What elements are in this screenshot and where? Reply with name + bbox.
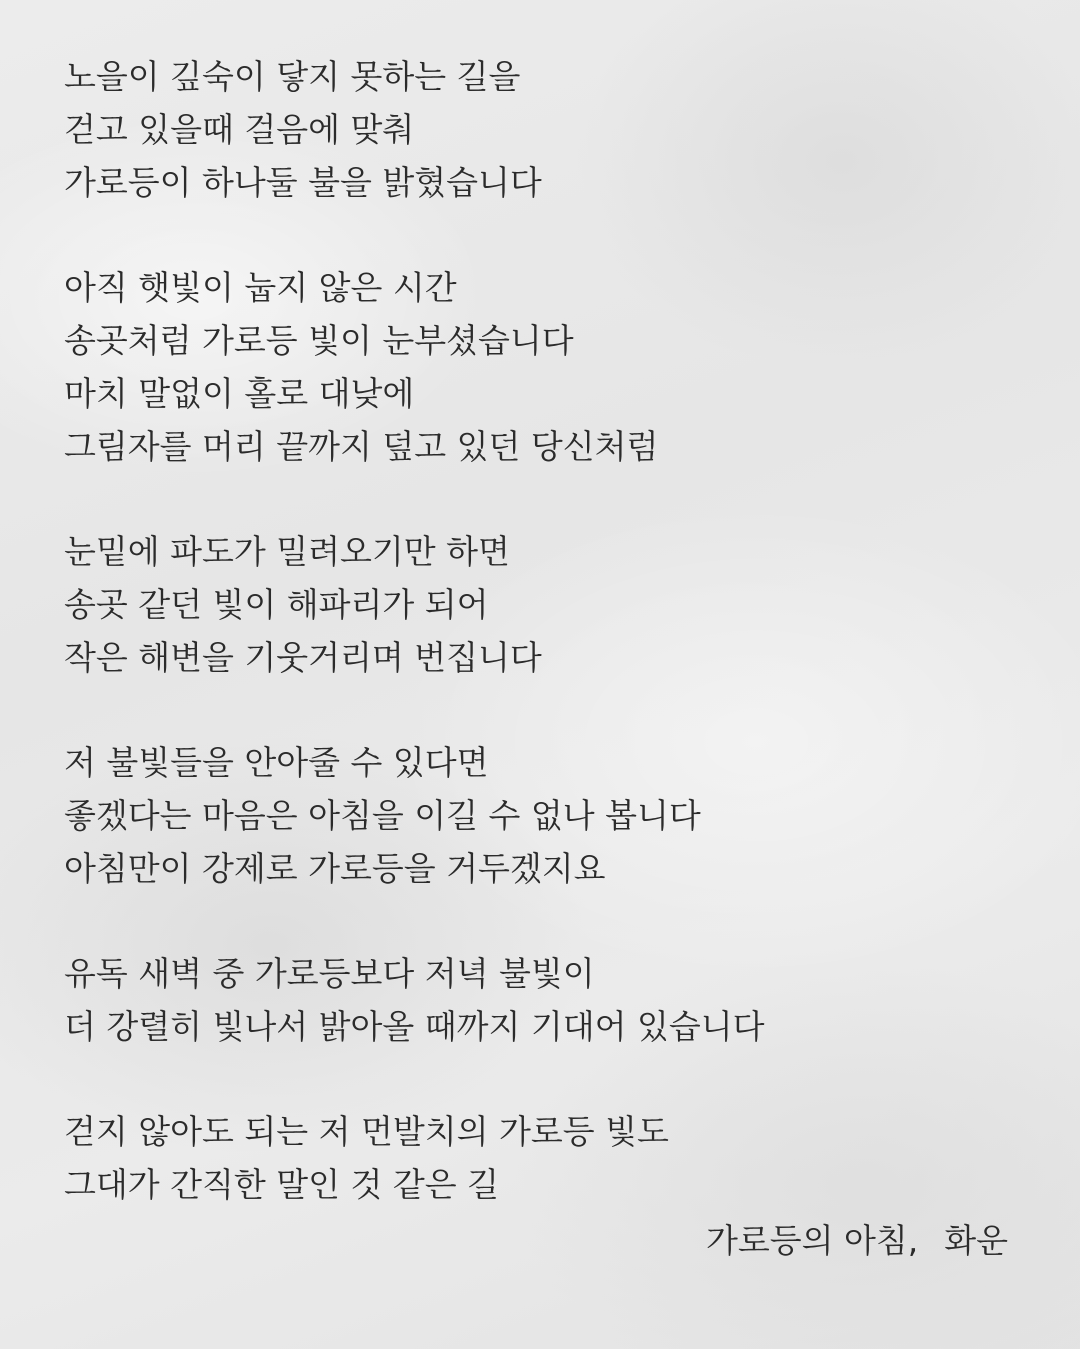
poem-line: 그대가 간직한 말인 것 같은 길 (64, 1165, 499, 1204)
poem-line: 걷고 있을때 걸음에 맞춰 (64, 110, 415, 149)
poem-line: 송곳처럼 가로등 빛이 눈부셨습니다 (64, 321, 574, 360)
poem-line: 노을이 깊숙이 닿지 못하는 길을 (64, 57, 521, 96)
poem-line: 가로등이 하나둘 불을 밝혔습니다 (64, 163, 542, 202)
stanza-2 (64, 261, 1024, 473)
stanza-4 (64, 736, 1024, 895)
poem-line: 더 강렬히 빛나서 밝아올 때까지 기대어 있습니다 (64, 1007, 765, 1046)
poem-line: 송곳 같던 빛이 해파리가 되어 (64, 585, 489, 624)
poem-line: 작은 해변을 기웃거리며 번집니다 (64, 638, 542, 677)
poem-line: 걷지 않아도 되는 저 먼발치의 가로등 빛도 (64, 1112, 669, 1151)
poem-line: 유독 새벽 중 가로등보다 저녁 불빛이 (64, 954, 595, 993)
stanza-5 (64, 947, 1024, 1053)
poem-line: 아직 햇빛이 눕지 않은 시간 (64, 268, 457, 307)
poem-line: 좋겠다는 마음은 아침을 이길 수 없나 봅니다 (64, 796, 701, 835)
poem-line: 저 불빛들을 안아줄 수 있다면 (64, 743, 489, 782)
poem-line: 그림자를 머리 끝까지 덮고 있던 당신처럼 (64, 427, 659, 466)
stanza-3 (64, 525, 1024, 684)
poem-line: 아침만이 강제로 가로등을 거두겠지요 (64, 849, 606, 888)
stanza-1 (64, 50, 1024, 209)
poem-title: 가로등의 아침, (705, 1221, 919, 1260)
poem-author: 화운 (944, 1221, 1008, 1260)
stanza-6 (64, 1105, 1024, 1211)
poem-line: 마치 말없이 홀로 대낮에 (64, 374, 415, 413)
signature (706, 1214, 1008, 1267)
poem-body (64, 50, 1024, 1263)
poem-line: 눈밑에 파도가 밀려오기만 하면 (64, 532, 510, 571)
